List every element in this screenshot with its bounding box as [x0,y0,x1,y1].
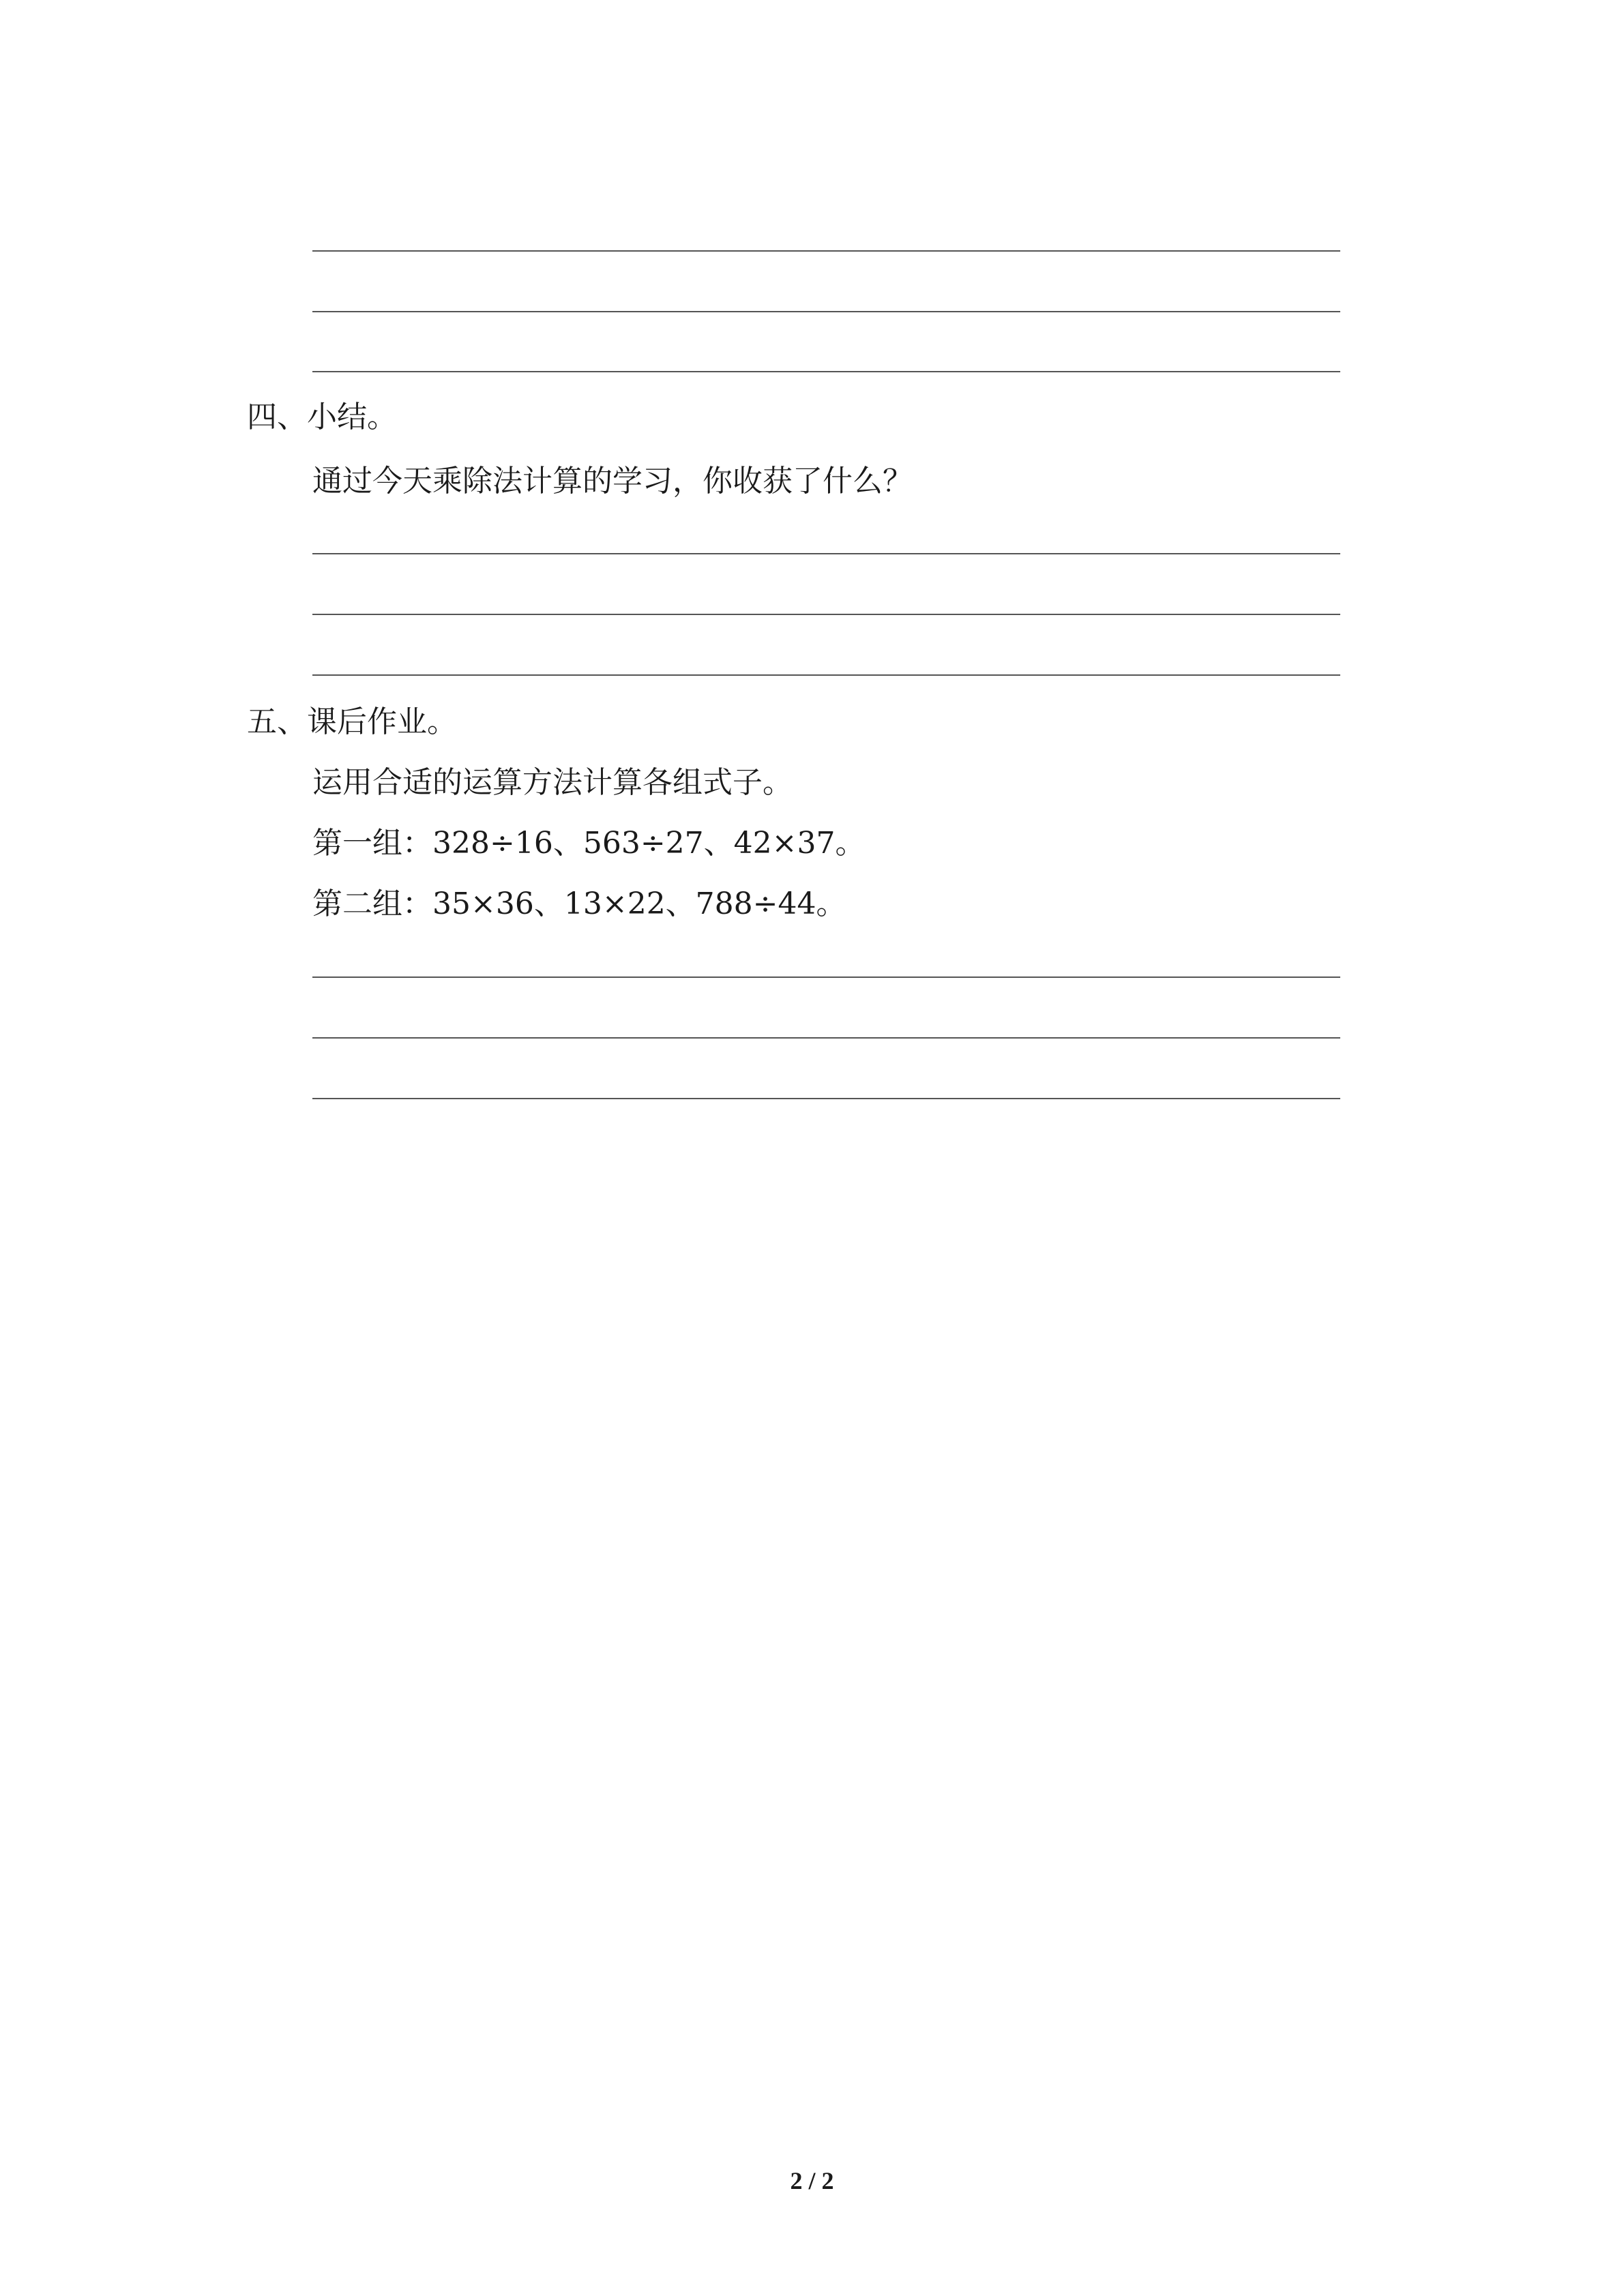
section-4-question: 通过今天乘除法计算的学习，你收获了什么？ [312,464,913,498]
answer-line [312,553,1340,554]
answer-line [312,371,1340,372]
answer-line [312,250,1340,252]
homework-group-1: 第一组：328÷16、563÷27、42×37。 [312,826,866,861]
answer-line [312,1098,1340,1099]
section-5-heading: 五、课后作业。 [247,704,457,739]
answer-line [312,311,1340,312]
answer-line [312,674,1340,676]
section-5-instruction: 运用合适的运算方法计算各组式子。 [312,765,793,800]
section-4-heading: 四、小结。 [247,400,397,434]
homework-group-2: 第二组：35×36、13×22、788÷44。 [312,886,846,921]
answer-line [312,976,1340,978]
answer-line [312,1037,1340,1039]
page-number: 2 / 2 [790,2167,834,2194]
answer-line [312,614,1340,615]
